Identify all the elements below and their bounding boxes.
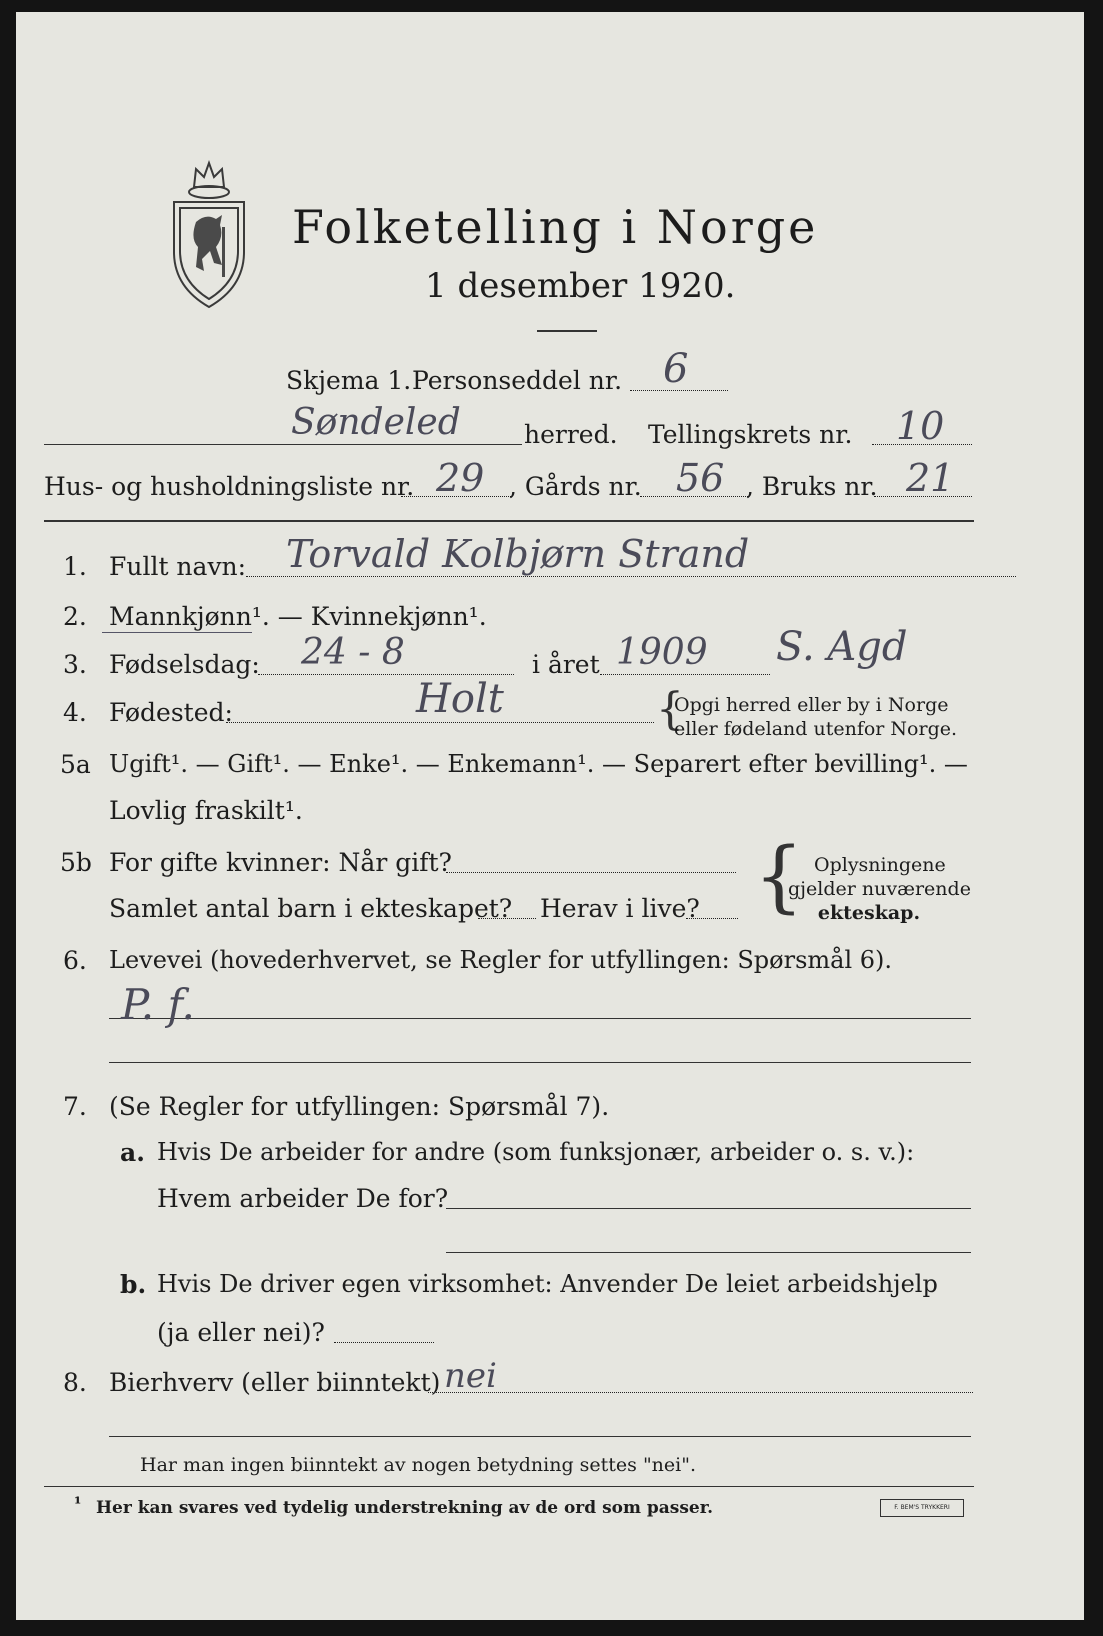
gards-value: 56	[676, 456, 725, 500]
husliste-value: 29	[436, 456, 485, 500]
form-title: Folketelling i Norge	[292, 200, 819, 254]
q6-value: P. f.	[121, 980, 195, 1029]
q5b-brace: {	[754, 832, 804, 922]
q1-number: 1.	[63, 552, 87, 581]
q2-number: 2.	[63, 602, 87, 631]
q5b-children-field	[478, 918, 536, 919]
q3-number: 3.	[63, 650, 87, 679]
q7b-answer-label: (ja eller nei)?	[157, 1318, 325, 1347]
q5b-note-line1: Oplysningene	[814, 854, 946, 876]
q4-note-line1: Opgi herred eller by i Norge	[674, 694, 949, 716]
q3-day-field	[258, 674, 514, 675]
coat-of-arms-icon	[166, 147, 252, 317]
personseddel-value: 6	[663, 346, 689, 392]
q7-number: 7.	[63, 1092, 87, 1121]
q6-label: Levevei (hovederhvervet, se Regler for utfyllingen: Spørsmål 6).	[109, 946, 893, 974]
q7b-question: Hvis De driver egen virksomhet: Anvender De leiet arbeidshjelp	[157, 1270, 938, 1298]
herred-value: Søndeled	[291, 402, 461, 443]
q8-field-line2	[109, 1436, 971, 1437]
q1-field	[246, 576, 1016, 577]
q8-value: nei	[444, 1356, 497, 1396]
q3-year-value: 1909	[616, 632, 708, 673]
schema-label: Skjema 1.	[286, 366, 412, 395]
printer-stamp: F. BEM'S TRYKKERI	[880, 1499, 964, 1517]
q3-year-field	[600, 674, 770, 675]
q5b-alive-field	[686, 918, 738, 919]
q7a-employer-field	[446, 1208, 971, 1209]
q8-note: Har man ingen biinntekt av nogen betydning settes "nei".	[140, 1454, 697, 1476]
header-divider	[44, 520, 974, 522]
q3-year-label: i året	[532, 650, 600, 679]
q5b-alive-label: Herav i live?	[540, 894, 700, 923]
q4-note-line2: eller fødeland utenfor Norge.	[674, 718, 958, 740]
q7a-employer-label: Hvem arbeider De for?	[157, 1184, 449, 1213]
q7a-letter: a.	[120, 1138, 145, 1167]
q5b-note-line2: gjelder nuværende	[788, 878, 971, 900]
q3-day-value: 24 - 8	[301, 632, 405, 673]
q5a-options: Ugift¹. — Gift¹. — Enke¹. — Enkemann¹. — Separert efter bevilling¹. —	[109, 750, 968, 778]
q5a-options-cont: Lovlig fraskilt¹.	[109, 796, 303, 825]
q5b-children-label: Samlet antal barn i ekteskapet?	[109, 894, 513, 923]
q4-field	[226, 722, 654, 723]
herred-field	[44, 444, 522, 445]
q7b-letter: b.	[120, 1270, 147, 1299]
q4-brace: {	[656, 684, 684, 735]
q1-label: Fullt navn:	[109, 552, 247, 581]
q2-selection-underline	[102, 632, 252, 633]
tellingskrets-value: 10	[896, 404, 945, 448]
footnote-mark: ¹	[74, 1494, 82, 1514]
q5b-married-field	[446, 872, 736, 873]
q6-number: 6.	[63, 946, 87, 975]
bruks-value: 21	[906, 456, 955, 500]
q3-extra-value: S. Agd	[776, 624, 908, 670]
q7-label: (Se Regler for utfyllingen: Spørsmål 7).	[109, 1092, 610, 1121]
bruks-label: , Bruks nr.	[746, 472, 878, 501]
husliste-label: Hus- og husholdningsliste nr.	[44, 472, 415, 501]
q4-value: Holt	[416, 676, 504, 722]
q4-label: Fødested:	[109, 698, 233, 727]
q5b-note-line3: ekteskap.	[817, 902, 921, 924]
q8-field	[428, 1392, 973, 1393]
tellingskrets-label: Tellingskrets nr.	[648, 420, 853, 449]
q4-number: 4.	[63, 698, 87, 727]
herred-label: herred.	[524, 420, 618, 449]
q6-field-line1	[109, 1018, 971, 1019]
gards-label: , Gårds nr.	[509, 472, 642, 501]
q2-label: Mannkjønn¹. — Kvinnekjønn¹.	[109, 602, 487, 631]
personseddel-label: Personseddel nr.	[412, 366, 623, 395]
q5b-married-label: For gifte kvinner: Når gift?	[109, 848, 452, 877]
q5b-number: 5b	[60, 848, 92, 877]
q8-label: Bierhverv (eller biinntekt)	[109, 1368, 441, 1397]
q7b-answer-field	[334, 1342, 434, 1343]
q7a-employer-field-2	[446, 1252, 971, 1253]
footnote-divider	[44, 1486, 974, 1487]
q3-label: Fødselsdag:	[109, 650, 260, 679]
q7a-question: Hvis De arbeider for andre (som funksjonær, arbeider o. s. v.):	[157, 1138, 915, 1166]
title-divider	[537, 330, 597, 332]
census-form-page	[16, 12, 1084, 1620]
footnote-text: Her kan svares ved tydelig understrekning av de ord som passer.	[96, 1498, 714, 1518]
q1-value: Torvald Kolbjørn Strand	[286, 532, 750, 576]
q5a-number: 5a	[60, 750, 91, 779]
q8-number: 8.	[63, 1368, 87, 1397]
census-date: 1 desember 1920.	[425, 266, 736, 306]
q6-field-line2	[109, 1062, 971, 1063]
